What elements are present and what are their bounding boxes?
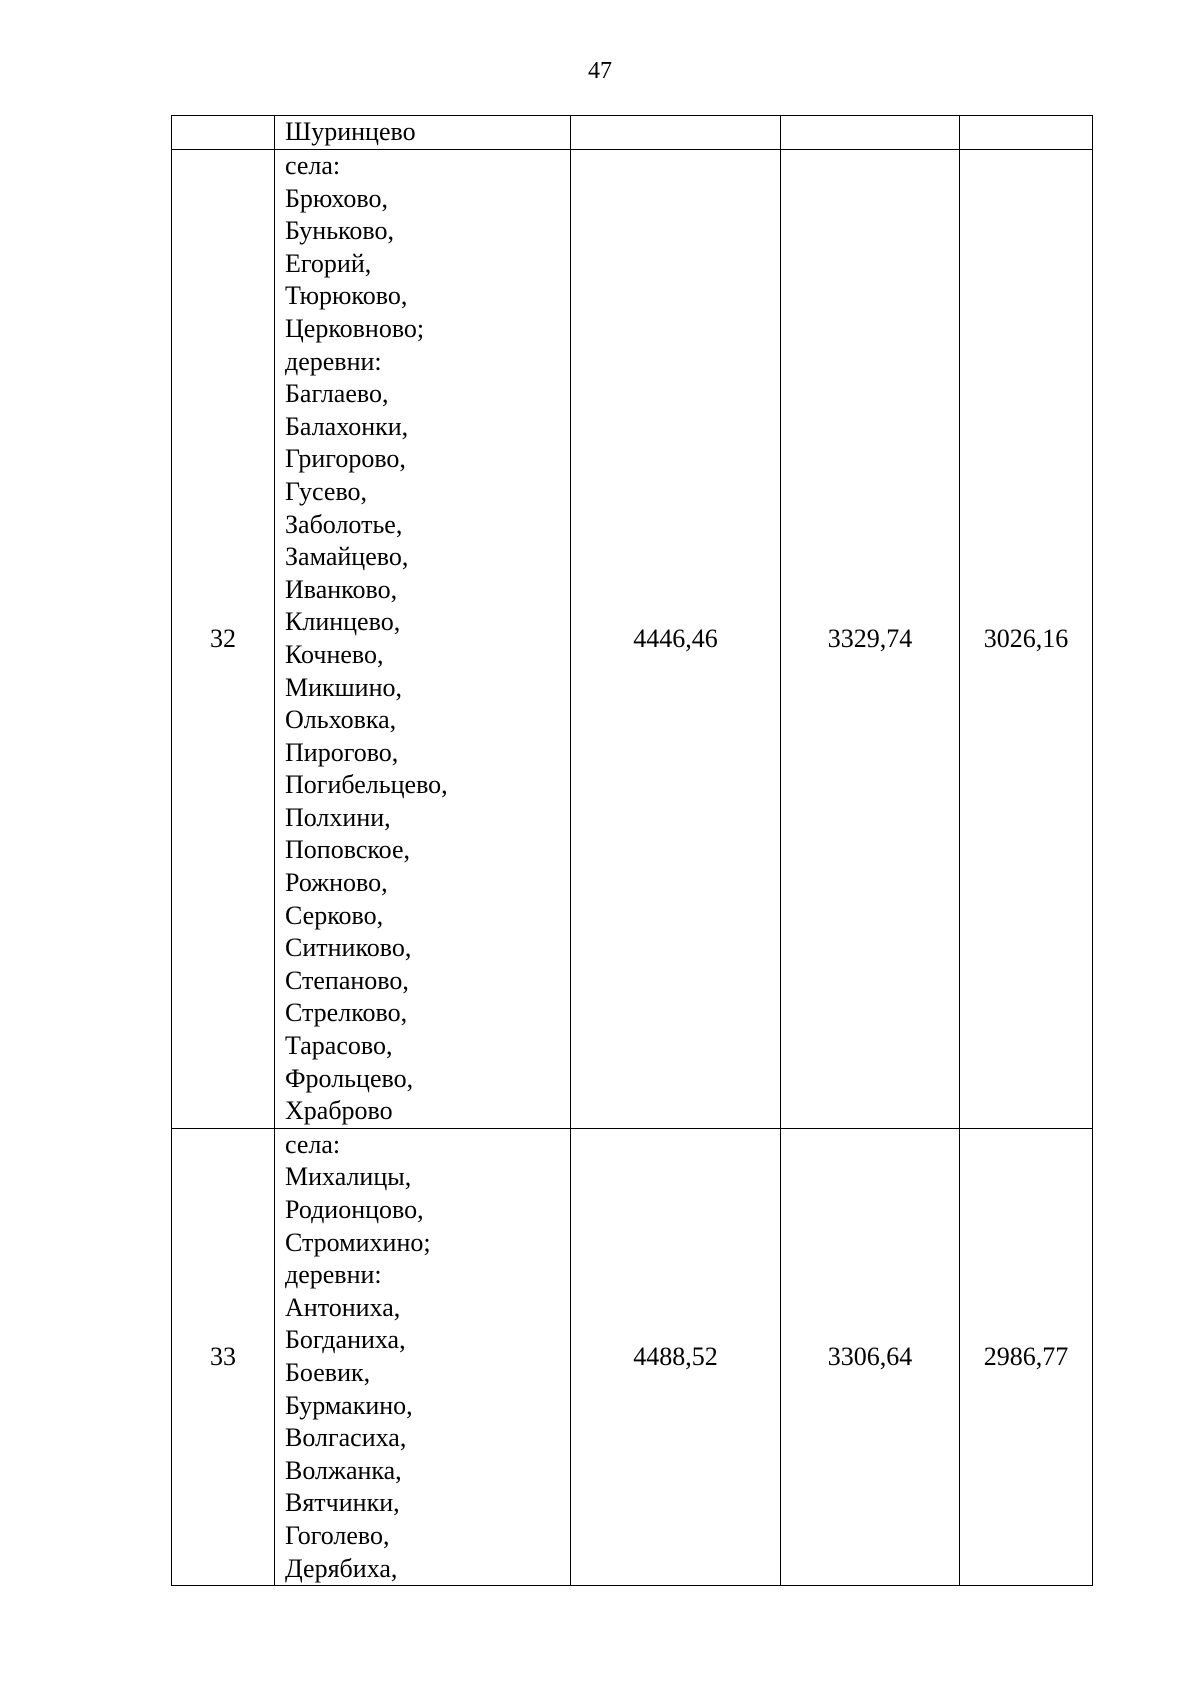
settlement-name: Пирогово, — [285, 737, 399, 767]
settlement-name: Замайцево, — [285, 542, 409, 572]
value-3-cell: 3026,16 — [960, 150, 1093, 1129]
settlement-name: села: — [285, 151, 341, 180]
settlement-name: Михалицы, — [285, 1162, 412, 1192]
settlement-name: Церковново; — [285, 313, 425, 343]
settlement-name: Рожново, — [285, 868, 388, 898]
settlement-name: Шуринцево — [285, 117, 416, 147]
value-1-cell: 4446,46 — [571, 150, 781, 1129]
settlement-name: Тюрюково, — [285, 281, 408, 311]
settlement-name: Микшино, — [285, 672, 403, 702]
settlement-names-cell — [275, 150, 571, 1129]
settlement-name: Серково, — [285, 900, 384, 930]
settlement-name: Ситниково, — [285, 933, 412, 963]
value-2-cell: 3306,64 — [781, 1128, 960, 1585]
settlement-name: Клинцево, — [285, 607, 401, 637]
settlement-name: деревни: — [285, 346, 382, 376]
settlement-name: Антониха, — [285, 1292, 401, 1322]
settlement-name: Храброво — [285, 1096, 393, 1126]
settlement-name: Волгасиха, — [285, 1423, 407, 1453]
row-number-cell: 32 — [172, 150, 275, 1129]
settlement-name: Родионцово, — [285, 1195, 424, 1224]
value-1-cell: 4488,52 — [571, 1128, 781, 1585]
settlement-name: Полхини, — [285, 802, 391, 832]
value-2-cell — [781, 116, 960, 150]
page-number: 47 — [588, 58, 612, 84]
value-3-cell: 2986,77 — [960, 1128, 1093, 1585]
settlement-name: Стрелково, — [285, 998, 408, 1028]
settlement-name: Брюхово, — [285, 183, 388, 213]
value-3-cell — [960, 116, 1093, 150]
settlement-name: Дерябиха, — [285, 1553, 398, 1583]
settlement-name: Григорово, — [285, 444, 406, 474]
settlement-name: Тарасово, — [285, 1031, 393, 1061]
settlement-name: Буньково, — [285, 216, 394, 246]
settlement-names-cell — [275, 1128, 571, 1585]
settlement-name: Вятчинки, — [285, 1488, 400, 1518]
settlements-table — [171, 115, 1093, 1586]
settlement-name: Степаново, — [285, 965, 409, 995]
settlement-name: Кочнево, — [285, 639, 384, 669]
value-1-cell — [571, 116, 781, 150]
settlement-name: Гоголево, — [285, 1520, 390, 1550]
settlement-name: села: — [285, 1129, 341, 1159]
settlement-name: Бурмакино, — [285, 1390, 413, 1420]
settlement-name: Боевик, — [285, 1357, 371, 1387]
settlement-name: Егорий, — [285, 248, 372, 278]
value-2-cell: 3329,74 — [781, 150, 960, 1129]
settlement-names-cell — [275, 116, 571, 150]
table-body — [172, 116, 1093, 1586]
settlement-name: Балахонки, — [285, 411, 409, 441]
settlement-name: Иванково, — [285, 574, 398, 604]
settlement-name: Поповское, — [285, 835, 411, 865]
settlement-name: Гусево, — [285, 476, 368, 506]
settlement-name: Волжанка, — [285, 1455, 402, 1485]
settlement-name: деревни: — [285, 1260, 382, 1290]
settlement-name: Погибельцево, — [285, 770, 448, 800]
settlement-name: Стромихино; — [285, 1227, 431, 1257]
table-row — [172, 116, 1093, 150]
settlement-name: Богданиха, — [285, 1325, 406, 1355]
table-row — [172, 1128, 1093, 1585]
row-number-cell — [172, 116, 275, 150]
row-number-cell: 33 — [172, 1128, 275, 1585]
settlement-name: Баглаево, — [285, 379, 389, 409]
settlement-name: Ольховка, — [285, 705, 397, 735]
settlement-name: Заболотье, — [285, 509, 403, 539]
table-row — [172, 150, 1093, 1129]
settlement-name: Фрольцево, — [285, 1063, 414, 1093]
